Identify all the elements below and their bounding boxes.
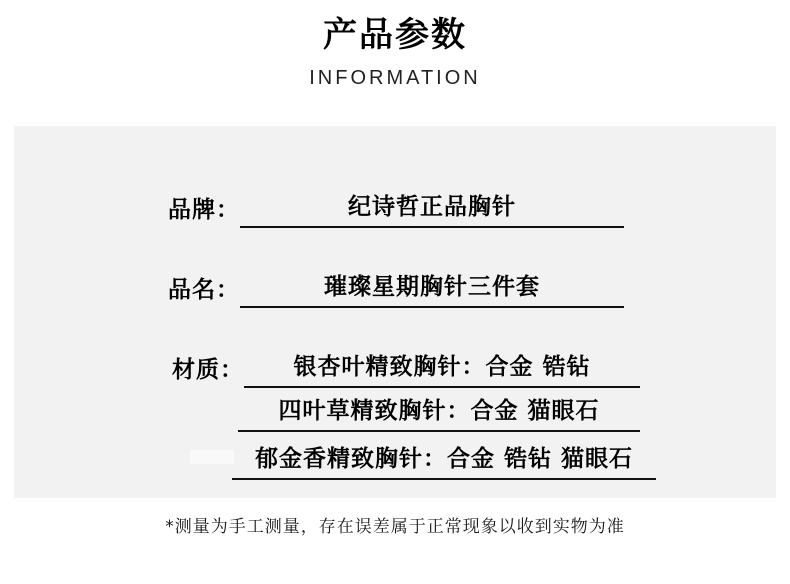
spec-value-underline-material-line1 [244, 348, 640, 388]
spec-value-underline-product-name [240, 268, 624, 308]
spec-value-underline-material-line2 [238, 392, 640, 432]
spec-value-brand: 纪诗哲正品胸针 [348, 194, 516, 220]
spec-value-product-name: 璀璨星期胸针三件套 [324, 274, 540, 300]
spec-row-material-line1 [172, 348, 640, 388]
measurement-footnote: *测量为手工测量，存在误差属于正常现象以收到实物为准 [165, 517, 625, 537]
spec-label-material: 材质： [172, 357, 244, 383]
spec-label-brand: 品牌： [168, 197, 240, 223]
spec-value-underline-material-line3 [232, 440, 656, 480]
spec-row-product-name [168, 268, 624, 308]
spec-value-material-line3: 郁金香精致胸针：合金 锆钻 猫眼石 [254, 446, 633, 472]
spec-label-product-name: 品名： [168, 277, 240, 303]
spec-value-underline-brand [240, 188, 624, 228]
panel-smudge [190, 450, 234, 464]
page-header [0, 14, 790, 90]
page-title: 产品参数 [323, 15, 467, 55]
spec-value-material-line2: 四叶草精致胸针：合金 猫眼石 [278, 398, 600, 424]
spec-row-brand [168, 188, 624, 228]
spec-row-material-line3 [232, 440, 656, 480]
page-subtitle: INFORMATION [309, 66, 481, 89]
spec-row-material-line2 [238, 392, 640, 432]
spec-value-material-line1: 银杏叶精致胸针：合金 锆钻 [293, 354, 591, 380]
